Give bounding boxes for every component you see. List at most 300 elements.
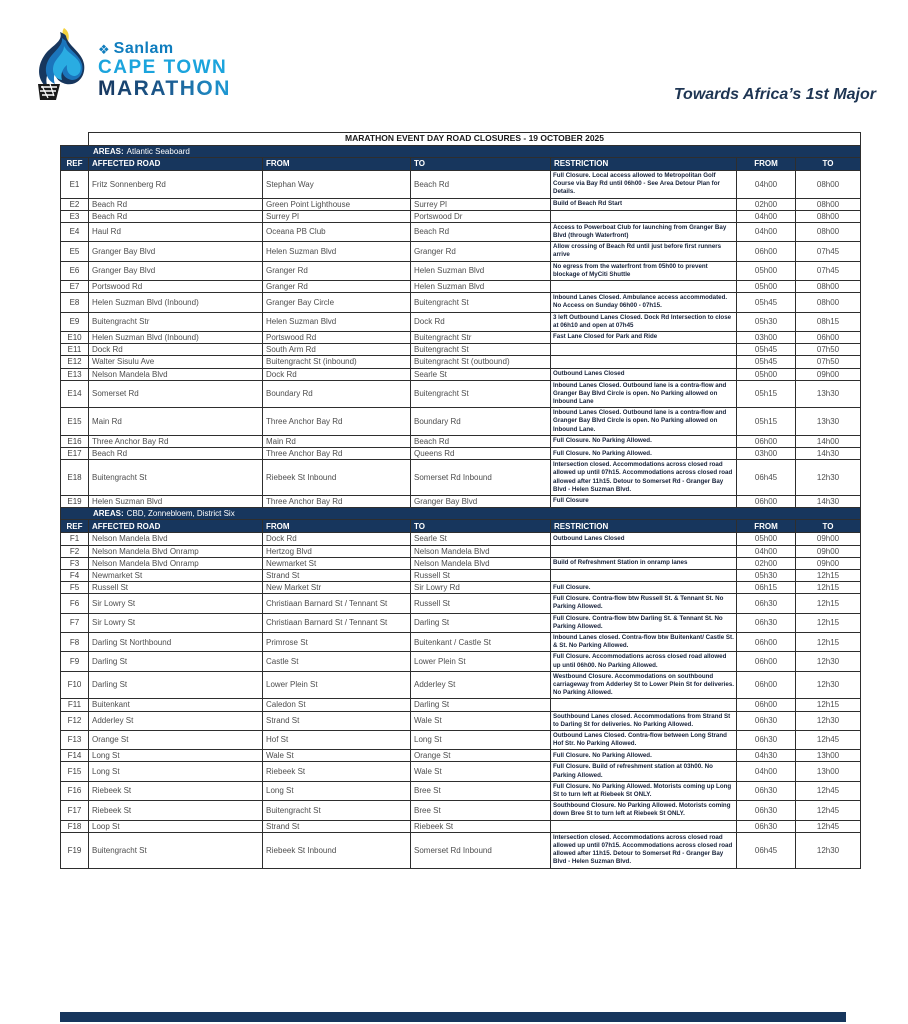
- road-cell: Loop St: [89, 820, 263, 832]
- restriction-cell: [551, 356, 737, 368]
- to-cell: Buitengracht St: [411, 380, 551, 408]
- ref-cell: F16: [61, 781, 89, 800]
- table-row-E13: [61, 368, 861, 380]
- time-to-cell: 07h45: [796, 261, 861, 280]
- road-cell: Granger Bay Blvd: [89, 261, 263, 280]
- sanlam-wordmark: Sanlam: [113, 40, 174, 57]
- time-to-cell: 09h00: [796, 533, 861, 545]
- ref-cell: F2: [61, 545, 89, 557]
- to-cell: Nelson Mandela Blvd: [411, 557, 551, 569]
- table-row-E9: [61, 312, 861, 331]
- to-cell: Russell St: [411, 569, 551, 581]
- column-header-ref: REF: [61, 520, 89, 533]
- time-from-cell: 06h30: [737, 820, 796, 832]
- column-header-from: FROM: [263, 520, 411, 533]
- ref-cell: E19: [61, 495, 89, 507]
- road-cell: Long St: [89, 750, 263, 762]
- table-row-F9: [61, 652, 861, 671]
- table-row-F14: [61, 750, 861, 762]
- restriction-cell: [551, 699, 737, 711]
- column-header-to: TO: [411, 520, 551, 533]
- time-from-cell: 05h45: [737, 344, 796, 356]
- restriction-cell: [551, 545, 737, 557]
- time-from-cell: 06h30: [737, 801, 796, 820]
- ref-cell: F5: [61, 582, 89, 594]
- ref-cell: E10: [61, 331, 89, 343]
- restriction-cell: Full Closure. No Parking Allowed.: [551, 435, 737, 447]
- table-row-F10: [61, 671, 861, 699]
- to-cell: Buitengracht Str: [411, 331, 551, 343]
- time-to-cell: 08h00: [796, 222, 861, 241]
- table-row-E6: [61, 261, 861, 280]
- column-header-road: AFFECTED ROAD: [89, 520, 263, 533]
- restriction-cell: Fast Lane Closed for Park and Ride: [551, 331, 737, 343]
- from-cell: Three Anchor Bay Rd: [263, 408, 411, 436]
- to-cell: Boundary Rd: [411, 408, 551, 436]
- column-header-ref: REF: [61, 157, 89, 170]
- table-row-E16: [61, 435, 861, 447]
- restriction-cell: Inbound Lanes closed. Contra-flow btw Buitenkant/ Castle St. & St. No Parking Allowed.: [551, 633, 737, 652]
- restriction-cell: [551, 820, 737, 832]
- time-to-cell: 13h30: [796, 380, 861, 408]
- from-cell: Hertzog Blvd: [263, 545, 411, 557]
- to-cell: Queens Rd: [411, 448, 551, 460]
- ref-cell: E7: [61, 281, 89, 293]
- table-row-E12: [61, 356, 861, 368]
- column-header-row: [61, 157, 861, 170]
- time-from-cell: 05h45: [737, 293, 796, 312]
- time-from-cell: 06h45: [737, 460, 796, 496]
- ref-cell: F1: [61, 533, 89, 545]
- to-cell: Granger Bay Blvd: [411, 495, 551, 507]
- to-cell: Bree St: [411, 781, 551, 800]
- road-cell: Darling St Northbound: [89, 633, 263, 652]
- road-cell: Three Anchor Bay Rd: [89, 435, 263, 447]
- road-closures-table-wrap: [60, 132, 861, 869]
- from-cell: Buitengracht St (inbound): [263, 356, 411, 368]
- ref-cell: F18: [61, 820, 89, 832]
- time-to-cell: 13h00: [796, 750, 861, 762]
- restriction-cell: Full Closure. Accommodations across closed road allowed up until 06h00. No Parking Allowed.: [551, 652, 737, 671]
- restriction-cell: [551, 344, 737, 356]
- from-cell: Three Anchor Bay Rd: [263, 448, 411, 460]
- table-row-E17: [61, 448, 861, 460]
- time-to-cell: 13h30: [796, 408, 861, 436]
- to-cell: Long St: [411, 730, 551, 749]
- ref-cell: F9: [61, 652, 89, 671]
- time-from-cell: 06h00: [737, 633, 796, 652]
- to-cell: Darling St: [411, 613, 551, 632]
- time-from-cell: 06h00: [737, 699, 796, 711]
- ref-cell: E2: [61, 198, 89, 210]
- time-from-cell: 06h00: [737, 671, 796, 699]
- time-from-cell: 06h30: [737, 730, 796, 749]
- restriction-cell: Inbound Lanes Closed. Outbound lane is a contra-flow and Granger Bay Blvd Circle is open. No Parking allowed on Inbound Lane: [551, 380, 737, 408]
- from-cell: Green Point Lighthouse: [263, 198, 411, 210]
- time-to-cell: 08h00: [796, 293, 861, 312]
- restriction-cell: Build of Beach Rd Start: [551, 198, 737, 210]
- from-cell: Boundary Rd: [263, 380, 411, 408]
- time-to-cell: 12h15: [796, 633, 861, 652]
- restriction-cell: 3 left Outbound Lanes Closed. Dock Rd Intersection to close at 06h10 and open at 07h45: [551, 312, 737, 331]
- road-cell: Long St: [89, 762, 263, 781]
- restriction-cell: Inbound Lanes Closed. Ambulance access accommodated. No Access on Sunday 06h00 - 07h15.: [551, 293, 737, 312]
- to-cell: Buitengracht St (outbound): [411, 356, 551, 368]
- ref-cell: F12: [61, 711, 89, 730]
- to-cell: Buitengracht St: [411, 293, 551, 312]
- ref-cell: E15: [61, 408, 89, 436]
- table-row-E15: [61, 408, 861, 436]
- from-cell: Primrose St: [263, 633, 411, 652]
- from-cell: Christiaan Barnard St / Tennant St: [263, 594, 411, 613]
- from-cell: Riebeek St Inbound: [263, 460, 411, 496]
- time-from-cell: 06h00: [737, 495, 796, 507]
- to-cell: Surrey Pl: [411, 198, 551, 210]
- restriction-cell: Outbound Lanes Closed: [551, 533, 737, 545]
- table-row-F12: [61, 711, 861, 730]
- restriction-cell: Full Closure. No Parking Allowed.: [551, 750, 737, 762]
- table-title-row: [61, 133, 861, 146]
- time-to-cell: 09h00: [796, 557, 861, 569]
- tagline: Towards Africa’s 1st Major: [673, 86, 876, 103]
- area-label: AREAS:: [93, 509, 124, 519]
- road-cell: Buitengracht Str: [89, 312, 263, 331]
- restriction-cell: Build of Refreshment Station in onramp lanes: [551, 557, 737, 569]
- table-row-F19: [61, 832, 861, 868]
- table-row-E7: [61, 281, 861, 293]
- time-to-cell: 12h15: [796, 582, 861, 594]
- from-cell: Dock Rd: [263, 533, 411, 545]
- time-from-cell: 06h00: [737, 652, 796, 671]
- time-to-cell: 12h45: [796, 781, 861, 800]
- ref-cell: E16: [61, 435, 89, 447]
- road-cell: Russell St: [89, 582, 263, 594]
- time-to-cell: 09h00: [796, 545, 861, 557]
- from-cell: Hof St: [263, 730, 411, 749]
- table-row-F18: [61, 820, 861, 832]
- restriction-cell: Intersection closed. Accommodations across closed road allowed up until 07h15. Accommodations across closed road allowed after 11h15. Detour to Somerset Rd - Granger Bay Blvd - Helen Suzman Blvd.: [551, 832, 737, 868]
- restriction-cell: Full Closure. Local access allowed to Metropolitan Golf Course via Bay Rd until 06h00 - See Area Detour Plan for Details.: [551, 170, 737, 198]
- road-cell: Buitenkant: [89, 699, 263, 711]
- from-cell: Main Rd: [263, 435, 411, 447]
- time-to-cell: 07h50: [796, 356, 861, 368]
- area-name: CBD, Zonnebloem, District Six: [126, 509, 235, 519]
- from-cell: Christiaan Barnard St / Tennant St: [263, 613, 411, 632]
- to-cell: Searle St: [411, 368, 551, 380]
- road-cell: Walter Sisulu Ave: [89, 356, 263, 368]
- from-cell: Riebeek St: [263, 762, 411, 781]
- time-to-cell: 08h00: [796, 281, 861, 293]
- to-cell: Bree St: [411, 801, 551, 820]
- to-cell: Riebeek St: [411, 820, 551, 832]
- to-cell: Helen Suzman Blvd: [411, 261, 551, 280]
- time-from-cell: 03h00: [737, 331, 796, 343]
- ref-cell: F13: [61, 730, 89, 749]
- table-title: MARATHON EVENT DAY ROAD CLOSURES - 19 OCTOBER 2025: [89, 133, 861, 146]
- column-header-tfrom: FROM: [737, 157, 796, 170]
- table-row-F4: [61, 569, 861, 581]
- from-cell: Wale St: [263, 750, 411, 762]
- table-row-E11: [61, 344, 861, 356]
- column-header-from: FROM: [263, 157, 411, 170]
- restriction-cell: Full Closure. No Parking Allowed.: [551, 448, 737, 460]
- time-from-cell: 06h30: [737, 594, 796, 613]
- table-row-E2: [61, 198, 861, 210]
- ref-cell: F17: [61, 801, 89, 820]
- road-cell: Helen Suzman Blvd (Inbound): [89, 293, 263, 312]
- time-from-cell: 06h30: [737, 781, 796, 800]
- area-label: AREAS:: [93, 146, 124, 156]
- time-from-cell: 06h30: [737, 711, 796, 730]
- ref-cell: F10: [61, 671, 89, 699]
- road-cell: Nelson Mandela Blvd Onramp: [89, 557, 263, 569]
- time-from-cell: 06h00: [737, 242, 796, 261]
- table-row-E14: [61, 380, 861, 408]
- logo-cape-town: CAPE TOWN: [98, 57, 228, 78]
- restriction-cell: Full Closure. Contra-flow btw Darling St. & Tennant St. No Parking Allowed.: [551, 613, 737, 632]
- road-cell: Helen Suzman Blvd (Inbound): [89, 331, 263, 343]
- ref-cell: F6: [61, 594, 89, 613]
- from-cell: Buitengracht St: [263, 801, 411, 820]
- time-to-cell: 06h00: [796, 331, 861, 343]
- ref-cell: F3: [61, 557, 89, 569]
- time-from-cell: 05h00: [737, 281, 796, 293]
- time-to-cell: 12h15: [796, 613, 861, 632]
- table-row-F1: [61, 533, 861, 545]
- area-name: Atlantic Seaboard: [126, 146, 190, 156]
- from-cell: Surrey Pl: [263, 210, 411, 222]
- restriction-cell: Full Closure. Build of refreshment station at 03h00. No Parking Allowed.: [551, 762, 737, 781]
- time-to-cell: 13h00: [796, 762, 861, 781]
- time-to-cell: 12h30: [796, 711, 861, 730]
- time-to-cell: 12h15: [796, 594, 861, 613]
- from-cell: Oceana PB Club: [263, 222, 411, 241]
- road-cell: Darling St: [89, 652, 263, 671]
- table-row-F15: [61, 762, 861, 781]
- time-to-cell: 08h00: [796, 170, 861, 198]
- restriction-cell: Access to Powerboat Club for launching from Granger Bay Blvd (through Waterfront): [551, 222, 737, 241]
- road-cell: Orange St: [89, 730, 263, 749]
- time-to-cell: 12h45: [796, 820, 861, 832]
- marathon-flame-icon: [30, 26, 92, 110]
- column-header-road: AFFECTED ROAD: [89, 157, 263, 170]
- table-row-E19: [61, 495, 861, 507]
- restriction-cell: [551, 210, 737, 222]
- to-cell: Searle St: [411, 533, 551, 545]
- restriction-cell: [551, 569, 737, 581]
- from-cell: New Market Str: [263, 582, 411, 594]
- to-cell: Granger Rd: [411, 242, 551, 261]
- to-cell: Beach Rd: [411, 435, 551, 447]
- restriction-cell: Allow crossing of Beach Rd until just before first runners arrive: [551, 242, 737, 261]
- road-cell: Haul Rd: [89, 222, 263, 241]
- ref-cell: F14: [61, 750, 89, 762]
- time-from-cell: 05h15: [737, 380, 796, 408]
- restriction-cell: Full Closure. Contra-flow btw Russell St. & Tennant St. No Parking Allowed.: [551, 594, 737, 613]
- column-header-tto: TO: [796, 520, 861, 533]
- to-cell: Somerset Rd Inbound: [411, 832, 551, 868]
- ref-cell: E12: [61, 356, 89, 368]
- from-cell: Portswood Rd: [263, 331, 411, 343]
- road-cell: Newmarket St: [89, 569, 263, 581]
- table-row-F17: [61, 801, 861, 820]
- time-from-cell: 04h30: [737, 750, 796, 762]
- column-header-restriction: RESTRICTION: [551, 157, 737, 170]
- time-to-cell: 08h00: [796, 210, 861, 222]
- time-from-cell: 05h45: [737, 356, 796, 368]
- road-cell: Beach Rd: [89, 448, 263, 460]
- table-row-F13: [61, 730, 861, 749]
- road-cell: Riebeek St: [89, 781, 263, 800]
- area-header-cell: [61, 145, 861, 157]
- time-to-cell: 14h30: [796, 448, 861, 460]
- to-cell: Lower Plein St: [411, 652, 551, 671]
- to-cell: Russell St: [411, 594, 551, 613]
- road-cell: Sir Lowry St: [89, 594, 263, 613]
- time-to-cell: 14h30: [796, 495, 861, 507]
- from-cell: Strand St: [263, 820, 411, 832]
- road-cell: Adderley St: [89, 711, 263, 730]
- from-cell: Newmarket St: [263, 557, 411, 569]
- road-cell: Buitengracht St: [89, 460, 263, 496]
- to-cell: Helen Suzman Blvd: [411, 281, 551, 293]
- time-to-cell: 12h30: [796, 832, 861, 868]
- from-cell: Strand St: [263, 569, 411, 581]
- time-from-cell: 04h00: [737, 545, 796, 557]
- road-cell: Buitengracht St: [89, 832, 263, 868]
- road-closures-table: [60, 132, 861, 869]
- time-from-cell: 06h45: [737, 832, 796, 868]
- restriction-cell: [551, 281, 737, 293]
- time-from-cell: 02h00: [737, 557, 796, 569]
- table-row-E3: [61, 210, 861, 222]
- road-cell: Sir Lowry St: [89, 613, 263, 632]
- to-cell: Beach Rd: [411, 222, 551, 241]
- table-body: [61, 133, 861, 869]
- ref-cell: F8: [61, 633, 89, 652]
- from-cell: Lower Plein St: [263, 671, 411, 699]
- table-row-F6: [61, 594, 861, 613]
- time-to-cell: 08h15: [796, 312, 861, 331]
- from-cell: Castle St: [263, 652, 411, 671]
- to-cell: Darling St: [411, 699, 551, 711]
- to-cell: Wale St: [411, 762, 551, 781]
- from-cell: Granger Rd: [263, 261, 411, 280]
- time-from-cell: 06h15: [737, 582, 796, 594]
- ref-cell: E11: [61, 344, 89, 356]
- time-from-cell: 03h00: [737, 448, 796, 460]
- area-header-row: [61, 508, 861, 520]
- restriction-cell: Southbound Closure. No Parking Allowed. Motorists coming down Bree St to turn left at Riebeek St ONLY.: [551, 801, 737, 820]
- time-to-cell: 07h45: [796, 242, 861, 261]
- to-cell: Dock Rd: [411, 312, 551, 331]
- ref-cell: E9: [61, 312, 89, 331]
- ref-cell: F11: [61, 699, 89, 711]
- to-cell: Sir Lowry Rd: [411, 582, 551, 594]
- to-cell: Portswood Dr: [411, 210, 551, 222]
- from-cell: Helen Suzman Blvd: [263, 242, 411, 261]
- ref-cell: E18: [61, 460, 89, 496]
- column-header-tto: TO: [796, 157, 861, 170]
- from-cell: Caledon St: [263, 699, 411, 711]
- ref-cell: E1: [61, 170, 89, 198]
- from-cell: Granger Rd: [263, 281, 411, 293]
- restriction-cell: Full Closure.: [551, 582, 737, 594]
- table-row-F16: [61, 781, 861, 800]
- from-cell: Helen Suzman Blvd: [263, 312, 411, 331]
- restriction-cell: Outbound Lanes Closed. Contra-flow between Long Strand Hof Str. No Parking Allowed.: [551, 730, 737, 749]
- logo-marathon: MARATHON: [98, 76, 231, 100]
- restriction-cell: No egress from the waterfront from 05h00 to prevent blockage of MyCiti Shuttle: [551, 261, 737, 280]
- to-cell: Buitenkant / Castle St: [411, 633, 551, 652]
- table-row-E4: [61, 222, 861, 241]
- column-header-tfrom: FROM: [737, 520, 796, 533]
- from-cell: Long St: [263, 781, 411, 800]
- sanlam-logo-icon: ❖: [98, 41, 110, 57]
- time-from-cell: 05h00: [737, 368, 796, 380]
- time-to-cell: 12h45: [796, 801, 861, 820]
- to-cell: Adderley St: [411, 671, 551, 699]
- from-cell: Granger Bay Circle: [263, 293, 411, 312]
- ref-cell: E4: [61, 222, 89, 241]
- time-from-cell: 05h30: [737, 569, 796, 581]
- restriction-cell: Inbound Lanes Closed. Outbound lane is a contra-flow and Granger Bay Blvd Circle is open. No Parking allowed on Inbound Lane.: [551, 408, 737, 436]
- ref-cell: F15: [61, 762, 89, 781]
- ref-cell: E14: [61, 380, 89, 408]
- to-cell: Wale St: [411, 711, 551, 730]
- road-cell: Nelson Mandela Blvd Onramp: [89, 545, 263, 557]
- time-to-cell: 08h00: [796, 198, 861, 210]
- restriction-cell: Full Closure. No Parking Allowed. Motorists coming up Long St to turn left at Riebeek St ONLY.: [551, 781, 737, 800]
- time-to-cell: 12h30: [796, 652, 861, 671]
- from-cell: Strand St: [263, 711, 411, 730]
- table-row-F2: [61, 545, 861, 557]
- road-cell: Riebeek St: [89, 801, 263, 820]
- table-row-E5: [61, 242, 861, 261]
- road-cell: Nelson Mandela Blvd: [89, 368, 263, 380]
- road-cell: Darling St: [89, 671, 263, 699]
- time-from-cell: 04h00: [737, 170, 796, 198]
- restriction-cell: Full Closure: [551, 495, 737, 507]
- restriction-cell: Westbound Closure. Accommodations on southbound carriageway from Adderley St to Lower Plein St for deliveries. No Parking Allowed.: [551, 671, 737, 699]
- road-cell: Fritz Sonnenberg Rd: [89, 170, 263, 198]
- ref-cell: E5: [61, 242, 89, 261]
- time-to-cell: 12h30: [796, 671, 861, 699]
- table-row-F7: [61, 613, 861, 632]
- time-from-cell: 06h30: [737, 613, 796, 632]
- time-to-cell: 07h50: [796, 344, 861, 356]
- title-row-spacer: [61, 133, 89, 146]
- table-row-F5: [61, 582, 861, 594]
- table-row-F8: [61, 633, 861, 652]
- time-to-cell: 14h00: [796, 435, 861, 447]
- ref-cell: F19: [61, 832, 89, 868]
- from-cell: Dock Rd: [263, 368, 411, 380]
- to-cell: Somerset Rd Inbound: [411, 460, 551, 496]
- time-from-cell: 05h15: [737, 408, 796, 436]
- from-cell: Stephan Way: [263, 170, 411, 198]
- table-row-E10: [61, 331, 861, 343]
- ref-cell: E13: [61, 368, 89, 380]
- time-from-cell: 05h30: [737, 312, 796, 331]
- from-cell: Riebeek St Inbound: [263, 832, 411, 868]
- road-cell: Granger Bay Blvd: [89, 242, 263, 261]
- from-cell: South Arm Rd: [263, 344, 411, 356]
- column-header-row: [61, 520, 861, 533]
- road-cell: Dock Rd: [89, 344, 263, 356]
- column-header-restriction: RESTRICTION: [551, 520, 737, 533]
- road-cell: Beach Rd: [89, 198, 263, 210]
